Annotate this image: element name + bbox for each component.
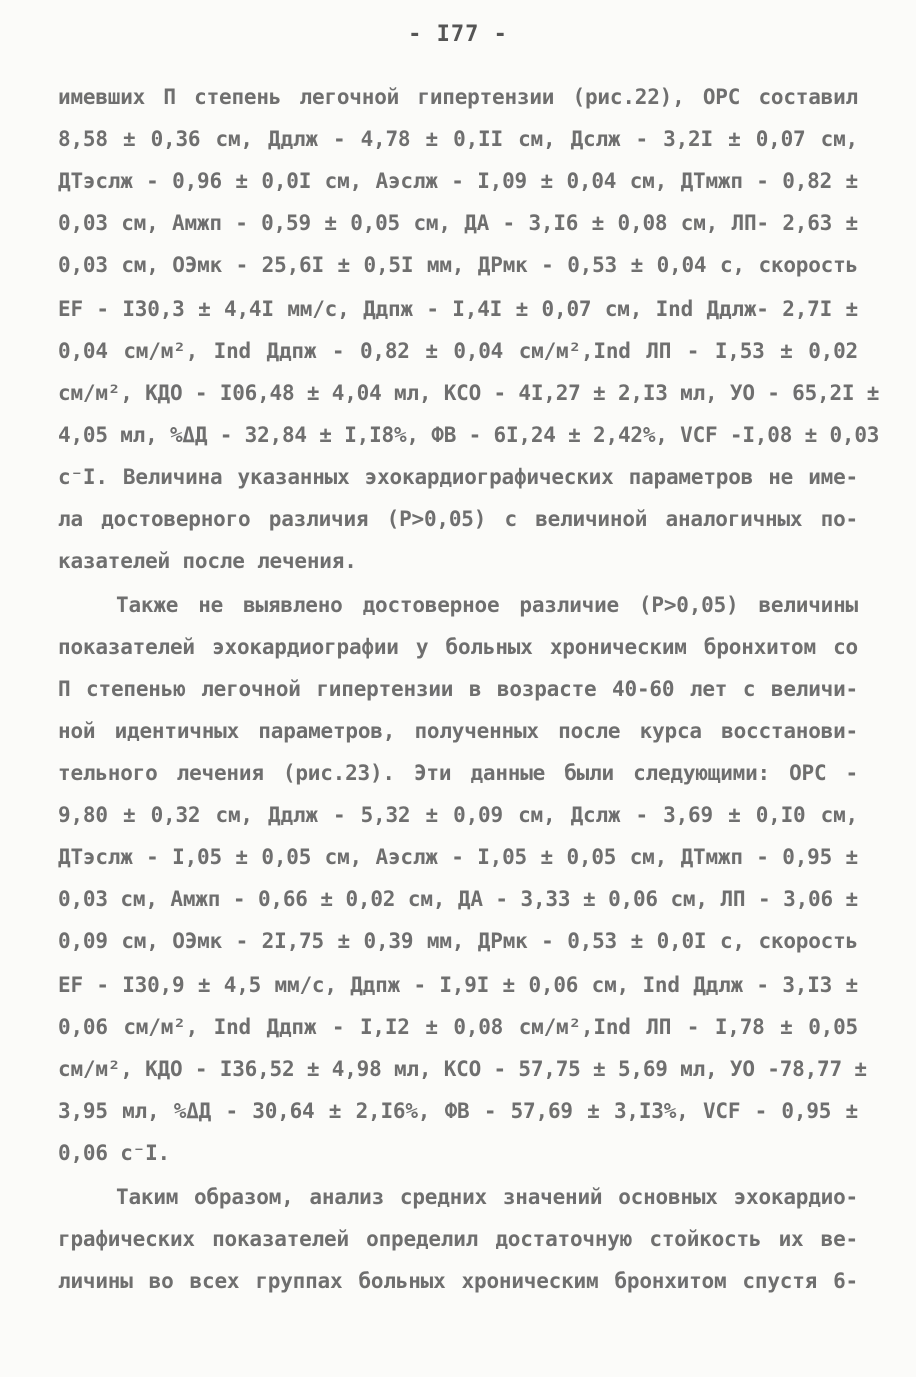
text-line: П степенью легочной гипертензии в возрасте 40-60 лет с величи- xyxy=(58,677,858,701)
text-line: 3,95 мл, %ΔД - 30,64 ± 2,I6%, ФВ - 57,69 ± 3,I3%, VCF - 0,95 ± xyxy=(58,1099,858,1123)
text-line: 4,05 мл, %ΔД - 32,84 ± I,I8%, ФВ - 6I,24 ± 2,42%, VCF -I,08 ± 0,03 xyxy=(58,423,880,447)
text-line: Таким образом, анализ средних значений основных эхокардио- xyxy=(116,1185,858,1209)
text-line: 0,04 см/м², Ind Ддпж - 0,82 ± 0,04 см/м²,Ind ЛП - I,53 ± 0,02 xyxy=(58,339,858,363)
text-line: см/м², КДО - I06,48 ± 4,04 мл, КСО - 4I,27 ± 2,I3 мл, УО - 65,2I ± xyxy=(58,381,880,405)
text-line: личины во всех группах больных хроническим бронхитом спустя 6- xyxy=(58,1269,858,1293)
text-line: 0,03 см, ОЭмк - 25,6I ± 0,5I мм, ДРмк - 0,53 ± 0,04 с, скорость xyxy=(58,253,858,277)
text-line: 0,09 см, ОЭмк - 2I,75 ± 0,39 мм, ДРмк - 0,53 ± 0,0I с, скорость xyxy=(58,929,858,953)
text-line: 9,80 ± 0,32 см, Ддлж - 5,32 ± 0,09 см, Дслж - 3,69 ± 0,I0 см, xyxy=(58,803,858,827)
text-line: Также не выявлено достоверное различие (Р>0,05) величины xyxy=(116,593,858,617)
text-line: EF - I30,9 ± 4,5 мм/с, Ддпж - I,9I ± 0,06 см, Ind Ддлж - 3,I3 ± xyxy=(58,973,858,997)
text-line: казателей после лечения. xyxy=(58,549,357,573)
text-line: ДТэслж - I,05 ± 0,05 см, Аэслж - I,05 ± 0,05 см, ДТмжп - 0,95 ± xyxy=(58,845,858,869)
text-line: 0,03 см, Амжп - 0,66 ± 0,02 см, ДА - 3,33 ± 0,06 см, ЛП - 3,06 ± xyxy=(58,887,858,911)
text-line: 8,58 ± 0,36 см, Ддлж - 4,78 ± 0,II см, Дслж - 3,2I ± 0,07 см, xyxy=(58,127,858,151)
text-line: EF - I30,3 ± 4,4I мм/с, Ддпж - I,4I ± 0,07 см, Ind Ддлж- 2,7I ± xyxy=(58,297,858,321)
text-line: 0,03 см, Амжп - 0,59 ± 0,05 см, ДА - 3,I6 ± 0,08 см, ЛП- 2,63 ± xyxy=(58,211,858,235)
text-line: ДТэслж - 0,96 ± 0,0I см, Аэслж - I,09 ± 0,04 см, ДТмжп - 0,82 ± xyxy=(58,169,858,193)
text-line: 0,06 см/м², Ind Ддпж - I,I2 ± 0,08 см/м²,Ind ЛП - I,78 ± 0,05 xyxy=(58,1015,858,1039)
text-line: см/м², КДО - I36,52 ± 4,98 мл, КСО - 57,75 ± 5,69 мл, УО -78,77 ± xyxy=(58,1057,867,1081)
text-line: имевших П степень легочной гипертензии (рис.22), ОРС составил xyxy=(58,85,858,109)
text-line: 0,06 с⁻I. xyxy=(58,1141,170,1165)
text-line: ной идентичных параметров, полученных после курса восстанови- xyxy=(58,719,858,743)
text-line: тельного лечения (рис.23). Эти данные были следующими: ОРС - xyxy=(58,761,858,785)
text-line: с⁻I. Величина указанных эхокардиографических параметров не име- xyxy=(58,465,858,489)
text-line: показателей эхокардиографии у больных хроническим бронхитом со xyxy=(58,635,858,659)
text-line: графических показателей определил достаточную стойкость их ве- xyxy=(58,1227,858,1251)
page-number: - I77 - xyxy=(408,22,508,47)
text-line: ла достоверного различия (Р>0,05) с величиной аналогичных по- xyxy=(58,507,858,531)
